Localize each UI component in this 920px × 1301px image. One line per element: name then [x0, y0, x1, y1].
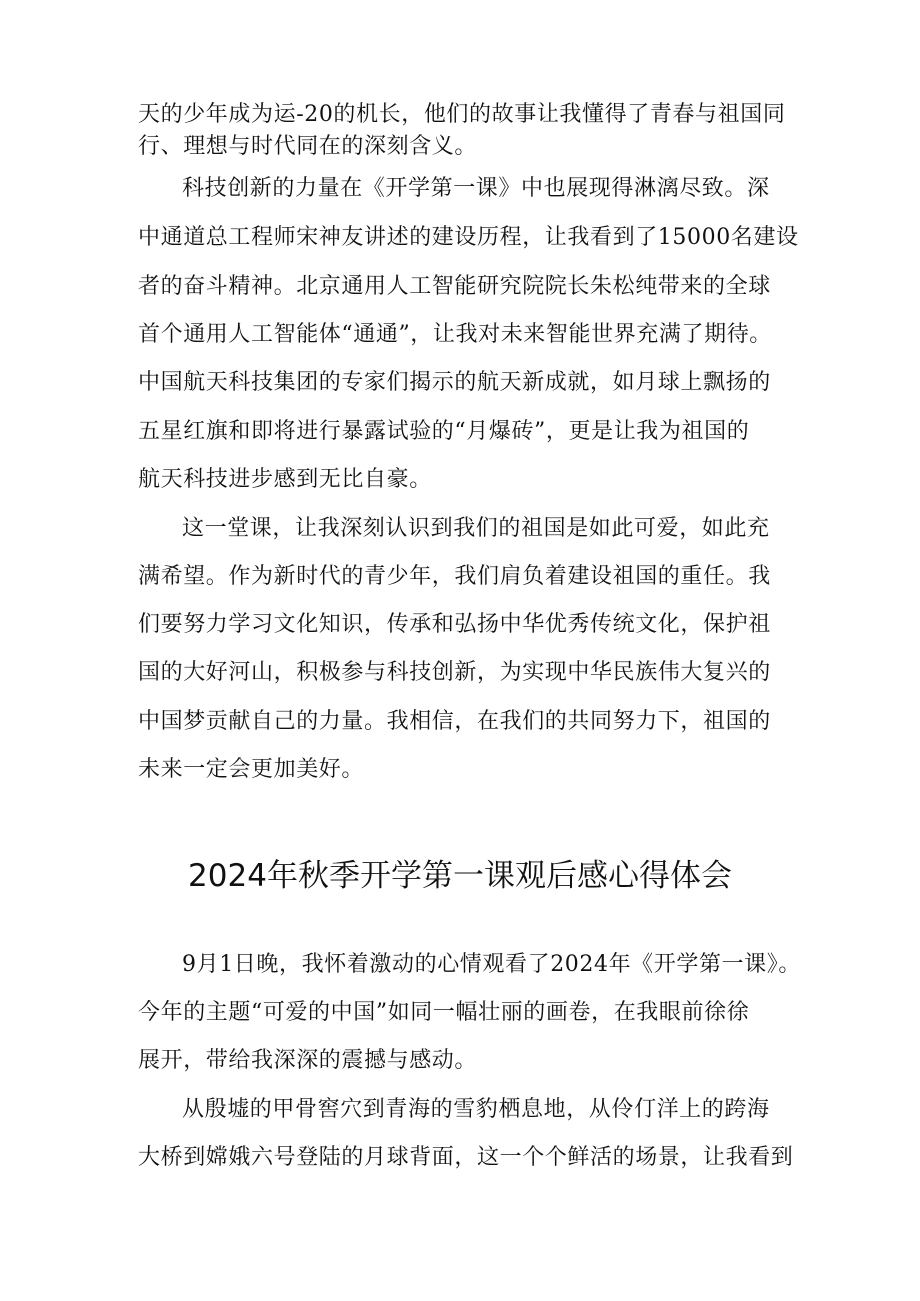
paragraph-line: 者的奋斗精神。北京通用人工智能研究院院长朱松纯带来的全球 [138, 274, 771, 299]
paragraph-line: 航天科技进步感到无比自豪。 [138, 467, 432, 492]
paragraph-line: 五星红旗和即将进行暴露试验的“月爆砖”，更是让我为祖国的 [138, 419, 750, 444]
paragraph-line: 今年的主题“可爱的中国”如同一幅壮丽的画卷，在我眼前徐徐 [138, 1000, 750, 1025]
paragraph-line: 未来一定会更加美好。 [138, 757, 365, 782]
paragraph-line: 天的少年成为运-20的机长，他们的故事让我懂得了青春与祖国同 [138, 102, 786, 127]
paragraph-line: 9月1日晚，我怀着激动的心情观看了2024年《开学第一课》。 [182, 952, 801, 977]
section-title: 2024年秋季开学第一课观后感心得体会 [188, 858, 732, 894]
paragraph-line: 行、理想与时代同在的深刻含义。 [138, 134, 478, 159]
paragraph-line: 这一堂课，让我深刻认识到我们的祖国是如此可爱，如此充 [182, 516, 770, 541]
paragraph-line: 满希望。作为新时代的青少年，我们肩负着建设祖国的重任。我 [138, 564, 771, 589]
paragraph-line: 们要努力学习文化知识，传承和弘扬中华优秀传统文化，保护祖 [138, 612, 771, 637]
paragraph-line: 中国梦贡献自己的力量。我相信，在我们的共同努力下，祖国的 [138, 709, 771, 734]
paragraph-line: 展开，带给我深深的震撼与感动。 [138, 1048, 478, 1073]
paragraph-line: 中国航天科技集团的专家们揭示的航天新成就，如月球上飘扬的 [138, 370, 771, 395]
paragraph-line: 大桥到嫦娥六号登陆的月球背面，这一个个鲜活的场景，让我看到 [138, 1145, 794, 1170]
paragraph-line: 首个通用人工智能体“通通”，让我对未来智能世界充满了期待。 [138, 322, 772, 347]
paragraph-line: 科技创新的力量在《开学第一课》中也展现得淋漓尽致。深 [182, 176, 770, 201]
paragraph-line: 中通道总工程师宋神友讲述的建设历程，让我看到了15000名建设 [138, 225, 799, 250]
paragraph-line: 国的大好河山，积极参与科技创新，为实现中华民族伟大复兴的 [138, 660, 771, 685]
paragraph-line: 从殷墟的甲骨窖穴到青海的雪豹栖息地，从伶仃洋上的跨海 [182, 1097, 770, 1122]
